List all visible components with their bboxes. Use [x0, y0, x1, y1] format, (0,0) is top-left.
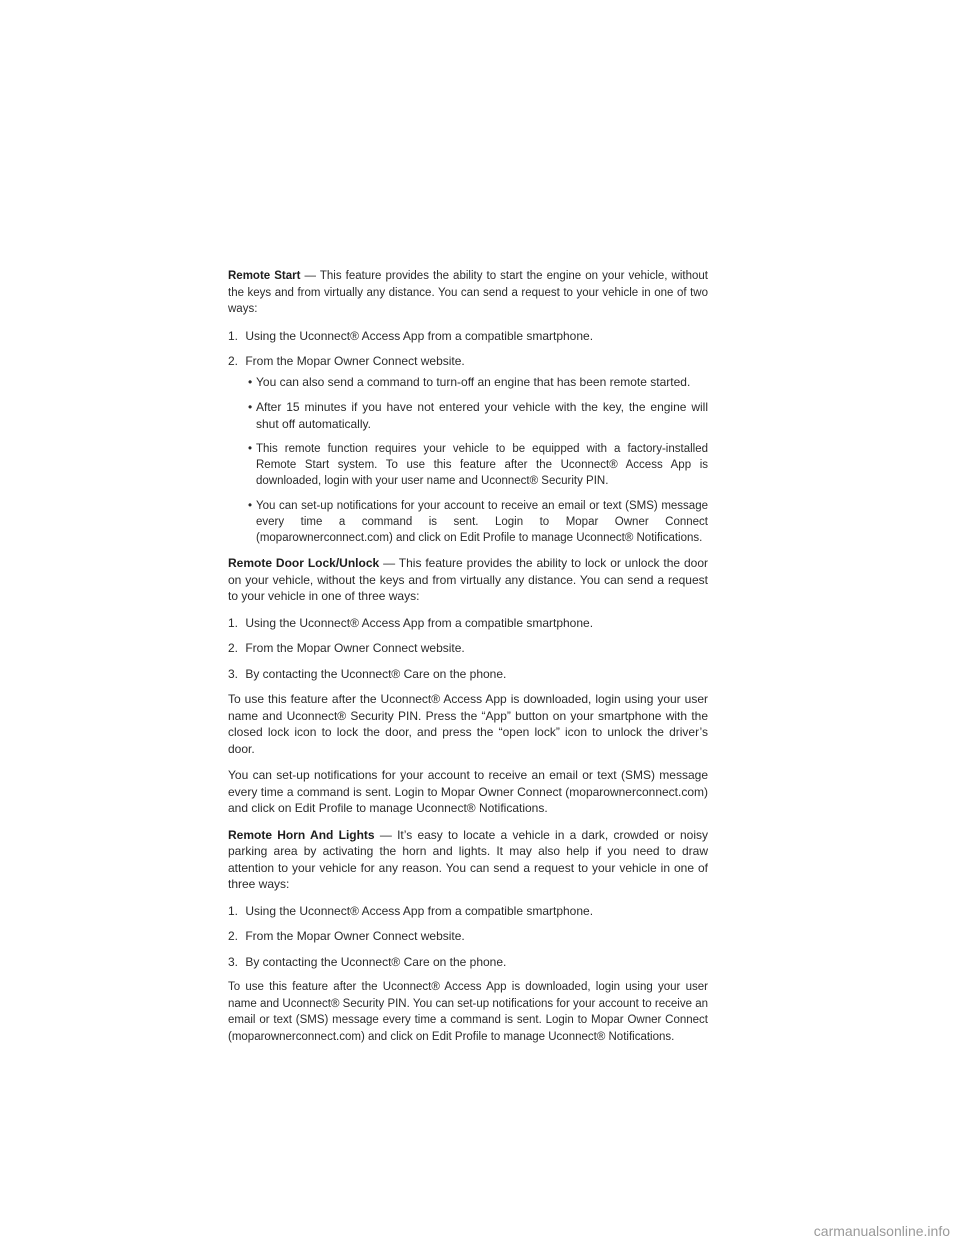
bullet-item: • You can also send a command to turn-off an engine that has been remote started.	[248, 374, 691, 389]
remote-start-intro-text: — This feature provides the ability to start the engine on your vehicle, without the keys and from virtually any distance. You can send a request to your vehicle in one of two ways:	[228, 270, 708, 315]
bullet-glyph: •	[248, 374, 253, 389]
watermark-text: carmanualsonline.info	[813, 1223, 950, 1239]
list-item: 1. Using the Uconnect® Access App from a compatible smartphone.	[228, 903, 594, 918]
list-item: 2. From the Mopar Owner Connect website.	[228, 354, 465, 368]
remote-door-heading: Remote Door Lock/Unlock	[228, 556, 380, 570]
remote-start-intro	[228, 268, 708, 318]
bullet-glyph: •	[248, 400, 253, 414]
remote-horn-heading: Remote Horn And Lights	[228, 827, 375, 842]
list-item: 3. By contacting the Uconnect® Care on the phone.	[228, 954, 507, 969]
remote-door-notifications: You can set-up notifications for your account to receive an email or text (SMS) message every time a command is sent. Login to Mopar Owner Connect (moparownerconnect.com) and click on Edit Profile to manage Uconnect® Notifications.	[228, 768, 708, 815]
list-item: 2. From the Mopar Owner Connect website.	[228, 641, 465, 655]
remote-start-heading: Remote Start	[228, 270, 301, 282]
remote-door-usage: To use this feature after the Uconnect® Access App is downloaded, login using your user name and Uconnect® Security PIN. Press the “App” button on your smartphone with the closed lock icon to lock the door, and press the “open lock” icon to unlock the driver’s door.	[228, 692, 708, 756]
bullet-glyph: •	[248, 500, 253, 512]
page-content	[228, 268, 708, 1055]
bullet-item: • After 15 minutes if you have not entered your vehicle with the key, the engine will shut off automatically.	[248, 400, 708, 431]
list-item: 3. By contacting the Uconnect® Care on the phone.	[228, 666, 507, 681]
bullet-glyph: •	[248, 443, 253, 455]
list-item: 2. From the Mopar Owner Connect website.	[228, 929, 465, 943]
list-item: 1. Using the Uconnect® Access App from a compatible smartphone.	[228, 328, 594, 343]
remote-door-intro: Remote Door Lock/Unlock — This feature provides the ability to lock or unlock the door on your vehicle, without the keys and from virtually any distance. You can send a request to your vehicle in one of three ways:	[228, 556, 708, 603]
watermark-footer	[0, 1220, 960, 1242]
remote-horn-intro: Remote Horn And Lights — It’s easy to locate a vehicle in a dark, crowded or noisy parking area by activating the horn and lights. It may also help if you need to draw attention to your vehicle for any reason. You can send a request to your vehicle in one of three ways:	[228, 827, 708, 891]
bullet-item: • This remote function requires your vehicle to be equipped with a factory-installed Remote Start system. To use this feature after the Uconnect® Access App is downloaded, login with your user name and Uconnect® Security PIN.	[248, 443, 708, 487]
list-item: 1. Using the Uconnect® Access App from a compatible smartphone.	[228, 615, 594, 630]
bullet-item: • You can set-up notifications for your account to receive an email or text (SMS) message every time a command is sent. Login to Mopar Owner Connect (moparownerconnect.com) and click on Edit Profile to manage Uconnect® Notifications.	[248, 500, 708, 544]
remote-horn-usage: To use this feature after the Uconnect® Access App is downloaded, login using your user name and Uconnect® Security PIN. You can set-up notifications for your account to receive an email or text (SMS) message every time a command is sent. Login to Mopar Owner Connect (moparownerconnect.com) and click on Edit Profile to manage Uconnect® Notifications.	[228, 981, 708, 1043]
